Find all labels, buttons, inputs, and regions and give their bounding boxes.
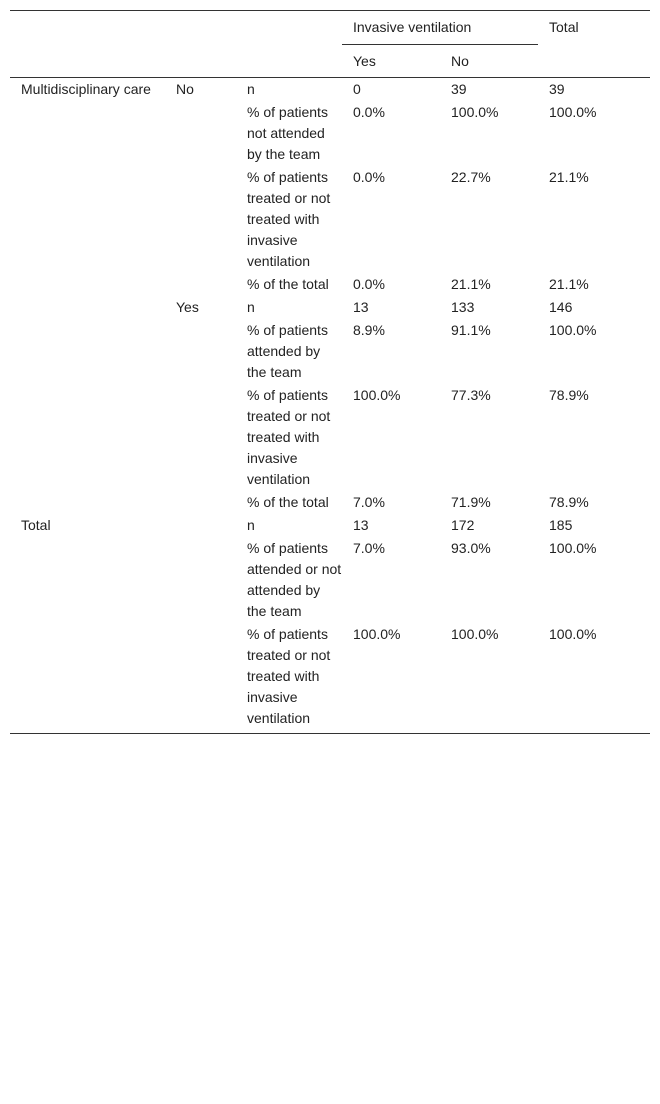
value-no-cell: 22.7% (451, 169, 491, 185)
group-cell (10, 166, 165, 273)
value-no-cell: 91.1% (451, 322, 491, 338)
group-cell (10, 273, 165, 296)
measure-cell: n (247, 81, 255, 97)
group-cell (10, 537, 165, 623)
group-cell: Multidisciplinary care (21, 81, 151, 97)
header-empty-cell (10, 45, 165, 78)
value-total-cell: 39 (549, 81, 565, 97)
value-no-cell: 93.0% (451, 540, 491, 556)
subgroup-cell: No (176, 81, 194, 97)
group-cell (10, 623, 165, 734)
table-row (10, 166, 650, 273)
value-no-cell: 133 (451, 299, 475, 315)
measure-cell: % of patients not attended by the team (247, 104, 328, 162)
value-total-cell: 21.1% (549, 276, 589, 292)
header-row-1 (10, 11, 650, 45)
subgroup-cell (165, 623, 236, 734)
measure-cell: % of patients attended by the team (247, 322, 328, 380)
value-yes-cell: 0 (353, 81, 361, 97)
value-yes-cell: 0.0% (353, 104, 385, 120)
subgroup-cell (165, 166, 236, 273)
value-no-cell: 100.0% (451, 626, 499, 642)
header-empty-cell (165, 11, 236, 45)
table-row (10, 384, 650, 491)
value-no-cell: 100.0% (451, 104, 499, 120)
measure-cell: % of patients attended or not attended by the team (247, 540, 342, 619)
value-no-cell: 39 (451, 81, 467, 97)
header-empty-cell (165, 45, 236, 78)
table-row (10, 514, 650, 537)
group-cell (10, 296, 165, 319)
group-cell: Total (21, 517, 51, 533)
value-total-cell: 185 (549, 517, 573, 533)
value-yes-cell: 0.0% (353, 276, 385, 292)
value-yes-cell: 100.0% (353, 387, 401, 403)
subgroup-cell (165, 101, 236, 166)
value-total-cell: 100.0% (549, 104, 597, 120)
header-empty-cell (538, 45, 650, 78)
measure-cell: n (247, 299, 255, 315)
group-cell (10, 319, 165, 384)
table-row (10, 101, 650, 166)
table-row (10, 296, 650, 319)
value-yes-cell: 8.9% (353, 322, 385, 338)
table-row (10, 273, 650, 296)
table-row (10, 537, 650, 623)
header-yes: Yes (353, 53, 376, 69)
group-cell (10, 491, 165, 514)
subgroup-cell (165, 537, 236, 623)
subgroup-cell (165, 514, 236, 537)
subgroup-cell (165, 491, 236, 514)
value-yes-cell: 7.0% (353, 540, 385, 556)
header-empty-cell (236, 11, 342, 45)
measure-cell: n (247, 517, 255, 533)
value-total-cell: 78.9% (549, 387, 589, 403)
value-no-cell: 21.1% (451, 276, 491, 292)
group-cell (10, 101, 165, 166)
value-total-cell: 100.0% (549, 322, 597, 338)
header-total: Total (549, 19, 579, 35)
value-no-cell: 71.9% (451, 494, 491, 510)
value-yes-cell: 7.0% (353, 494, 385, 510)
measure-cell: % of the total (247, 276, 329, 292)
measure-cell: % of patients treated or not treated with invasive ventilation (247, 169, 331, 269)
subgroup-cell: Yes (176, 299, 199, 315)
table-body (10, 78, 650, 734)
value-total-cell: 100.0% (549, 626, 597, 642)
value-no-cell: 172 (451, 517, 475, 533)
measure-cell: % of patients treated or not treated with invasive ventilation (247, 387, 331, 487)
table-row (10, 491, 650, 514)
value-total-cell: 78.9% (549, 494, 589, 510)
value-yes-cell: 13 (353, 517, 369, 533)
value-total-cell: 146 (549, 299, 573, 315)
measure-cell: % of patients treated or not treated with invasive ventilation (247, 626, 331, 726)
table-container (10, 10, 650, 734)
value-total-cell: 21.1% (549, 169, 589, 185)
subgroup-cell (165, 384, 236, 491)
value-total-cell: 100.0% (549, 540, 597, 556)
value-yes-cell: 100.0% (353, 626, 401, 642)
header-no: No (451, 53, 469, 69)
value-no-cell: 77.3% (451, 387, 491, 403)
header-invasive-ventilation: Invasive ventilation (342, 11, 538, 45)
group-cell (10, 384, 165, 491)
header-empty-cell (10, 11, 165, 45)
subgroup-cell (165, 273, 236, 296)
subgroup-cell (165, 319, 236, 384)
header-row-2 (10, 45, 650, 78)
table-row (10, 78, 650, 102)
measure-cell: % of the total (247, 494, 329, 510)
crosstab-table (10, 10, 650, 734)
value-yes-cell: 0.0% (353, 169, 385, 185)
table-row (10, 319, 650, 384)
value-yes-cell: 13 (353, 299, 369, 315)
header-empty-cell (236, 45, 342, 78)
table-row (10, 623, 650, 734)
